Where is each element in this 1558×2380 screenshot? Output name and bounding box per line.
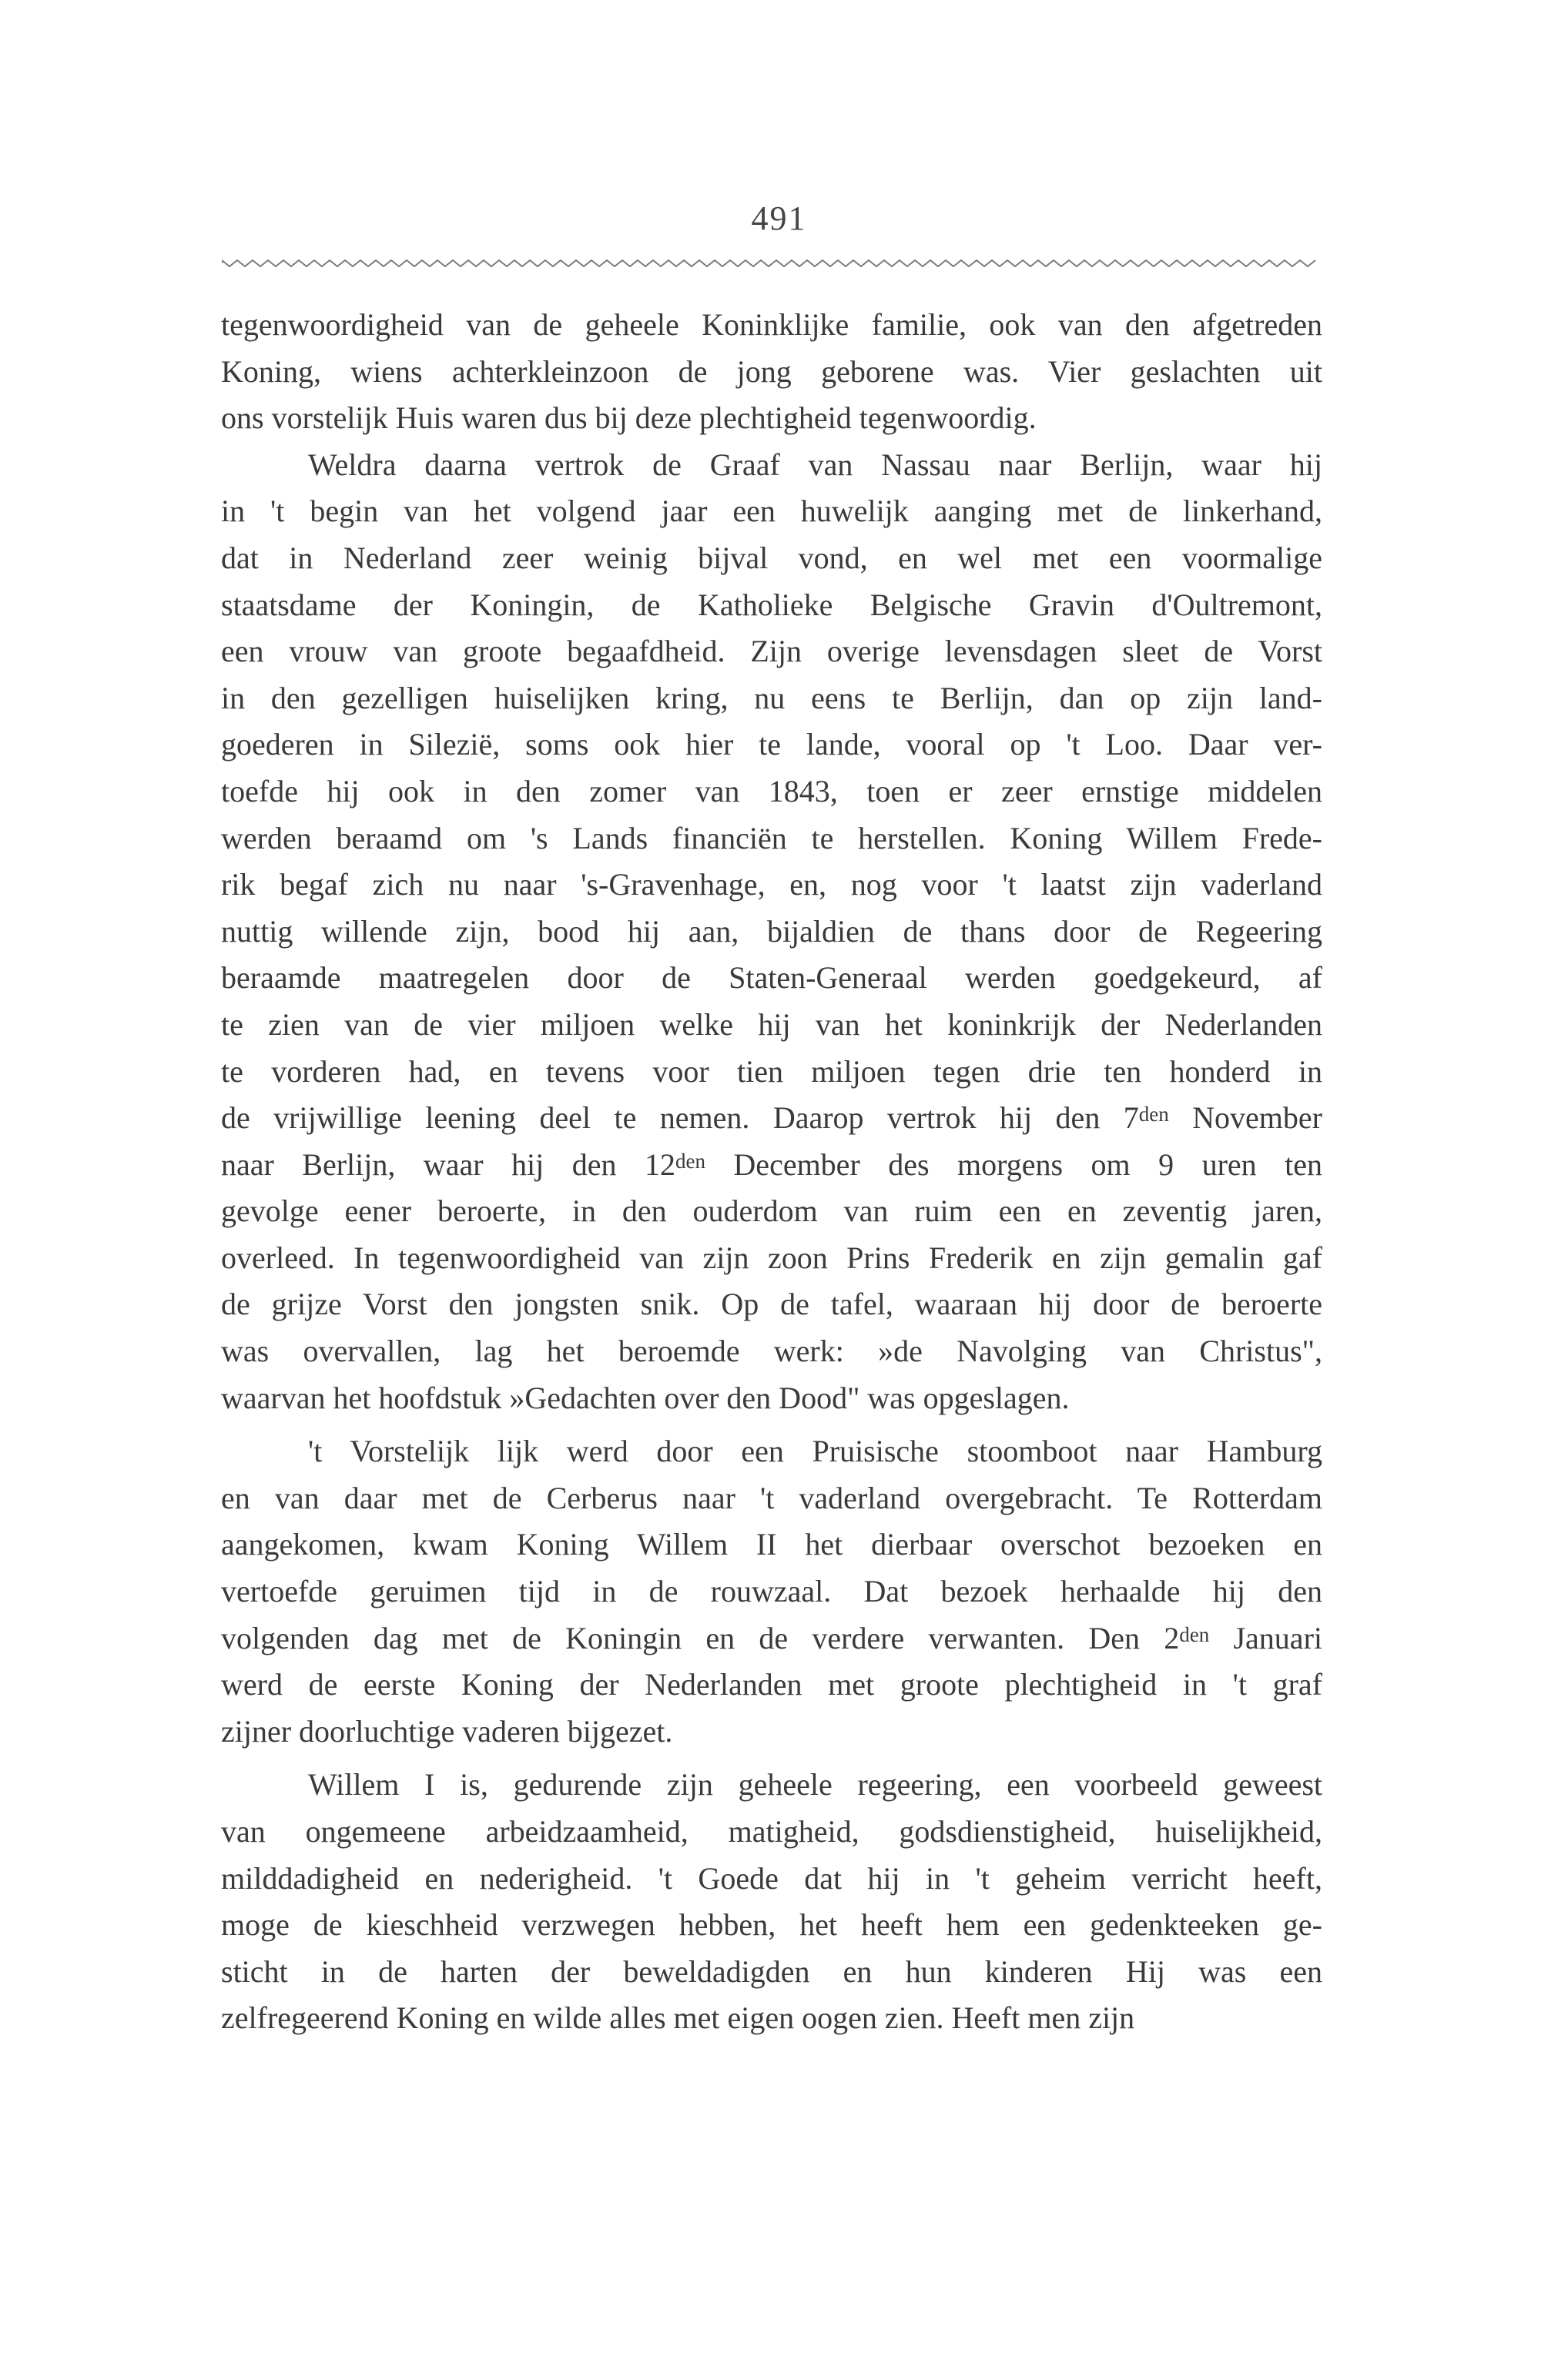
text-line: milddadigheid en nederigheid. 't Goede dat hij in 't geheim verricht heeft, [221,1860,1322,1896]
text-line: Koning, wiens achterkleinzoon de jong geborene was. Vier geslachten uit [221,353,1322,389]
text-line: toefde hij ook in den zomer van 1843, toen er zeer ernstige middelen [221,773,1322,808]
decorative-wavy-rule [222,257,1322,269]
text-line: in 't begin van het volgend jaar een huwelijk aanging met de linkerhand, [221,494,1322,529]
text-line: te vorderen had, en tevens voor tien miljoen tegen drie ten honderd in [221,1053,1322,1089]
text-line: staatsdame der Koningin, de Katholieke Belgische Gravin d'Oultremont, [221,587,1322,622]
text-line: en van daar met de Cerberus naar 't vaderland overgebracht. Te Rotterdam [221,1480,1322,1515]
text-line: waarvan het hoofdstuk »Gedachten over den Dood" was opgeslagen. [221,1380,1070,1415]
page-number: 491 [751,199,807,237]
text-line: zelfregeerend Koning en wilde alles met eigen oogen zien. Heeft men zijn [221,2000,1135,2036]
text-line: ons vorstelijk Huis waren dus bij deze plechtigheid tegenwoordig. [221,400,1037,436]
text-line: in den gezelligen huiselijken kring, nu eens te Berlijn, dan op zijn land- [221,680,1322,715]
text-line: volgenden dag met de Koningin en de verdere verwanten. Den $2^{den}$ Januari [221,1620,1322,1655]
text-line: moge de kieschheid verzwegen hebben, het heeft hem een gedenkteeken ge- [221,1907,1322,1943]
text-line: werden beraamd om 's Lands financiën te herstellen. Koning Willem Frede- [221,820,1322,855]
text-line: de grijze Vorst den jongsten snik. Op de tafel, waaraan hij door de beroerte [221,1287,1322,1322]
text-line: sticht in de harten der beweldadigden en hun kinderen Hij was een [221,1953,1322,1989]
text-line: 't Vorstelijk lijk werd door een Pruisische stoomboot naar Hamburg [308,1434,1322,1469]
text-line: dat in Nederland zeer weinig bijval vond, en wel met een voormalige [221,540,1322,575]
text-line: naar Berlijn, waar hij den $12^{den}$ December des morgens om 9 uren ten [221,1146,1322,1182]
text-line: overleed. In tegenwoordigheid van zijn zoon Prins Frederik en zijn gemalin gaf [221,1240,1322,1275]
text-line: te zien van de vier miljoen welke hij van het koninkrijk der Nederlanden [221,1006,1322,1042]
text-line: werd de eerste Koning der Nederlanden met groote plechtigheid in 't graf [221,1667,1322,1702]
text-line: rik begaf zich nu naar 's-Gravenhage, en, nog voor 't laatst zijn vaderland [221,867,1322,902]
text-line: vertoefde geruimen tijd in de rouwzaal. Dat bezoek herhaalde hij den [221,1574,1322,1609]
text-line: zijner doorluchtige vaderen bijgezet. [221,1713,673,1749]
text-line: aangekomen, kwam Koning Willem II het dierbaar overschot bezoeken en [221,1527,1322,1562]
text-line: een vrouw van groote begaafdheid. Zijn overige levensdagen sleet de Vorst [221,634,1322,669]
text-line: gevolge eener beroerte, in den ouderdom van ruim een en zeventig jaren, [221,1193,1322,1229]
text-line: beraamde maatregelen door de Staten-Generaal werden goedgekeurd, af [221,960,1322,996]
text-line: tegenwoordigheid van de geheele Koninklijke familie, ook van den afgetreden [221,307,1322,342]
text-line: nuttig willende zijn, bood hij aan, bijaldien de thans door de Regeering [221,913,1322,949]
text-line: Weldra daarna vertrok de Graaf van Nassau naar Berlijn, waar hij [308,447,1322,482]
text-line: was overvallen, lag het beroemde werk: »de Navolging van Christus", [221,1334,1322,1369]
body-text [221,302,1322,2042]
text-line: goederen in Silezië, soms ook hier te lande, vooral op 't Loo. Daar ver- [221,727,1322,762]
text-line: van ongemeene arbeidzaamheid, matigheid, godsdienstigheid, huiselijkheid, [221,1814,1322,1849]
text-line: Willem I is, gedurende zijn geheele regeering, een voorbeeld geweest [308,1767,1322,1803]
text-line: de vrijwillige leening deel te nemen. Daarop vertrok hij den $7^{den}$ November [221,1100,1322,1136]
